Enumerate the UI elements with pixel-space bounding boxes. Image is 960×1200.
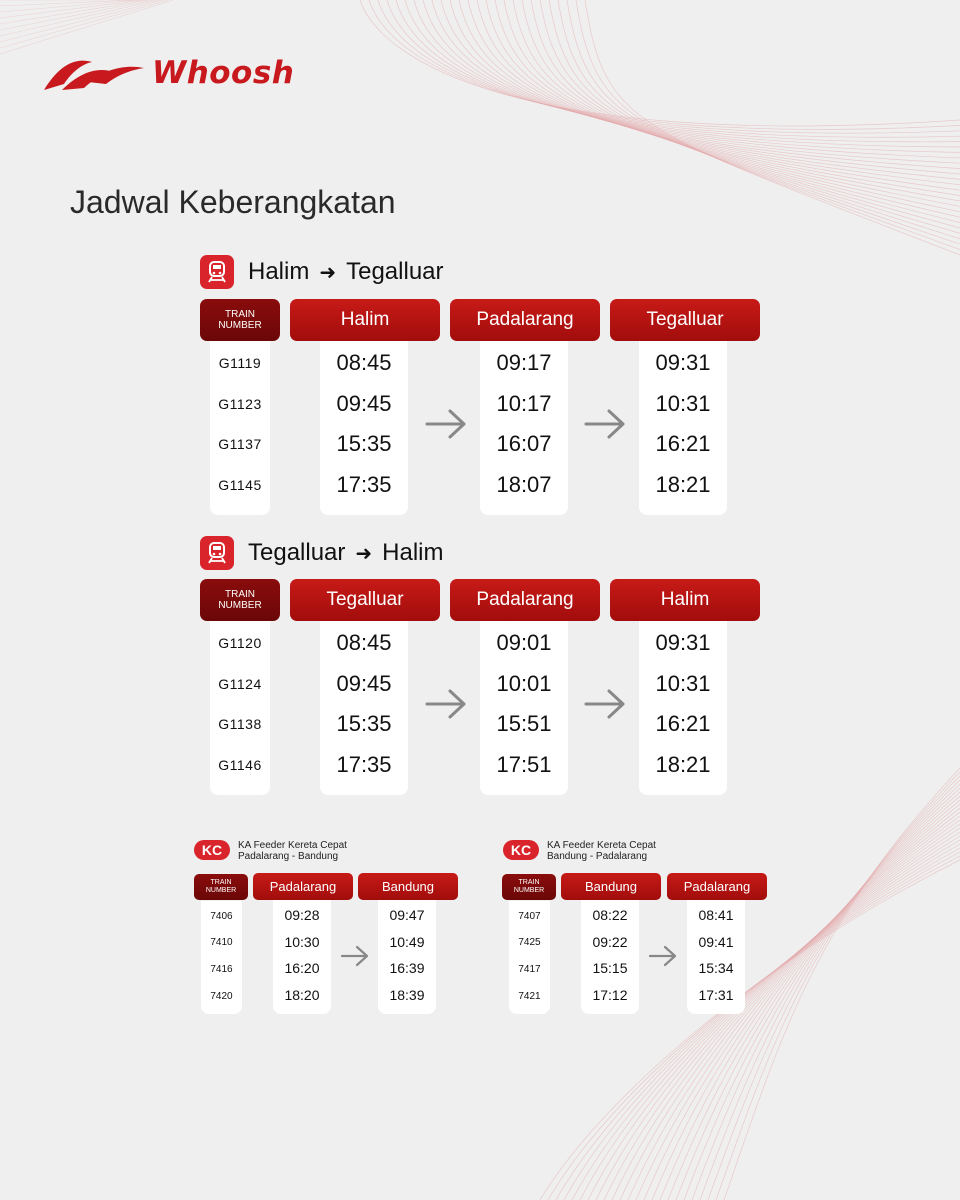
departure-time: 18:07 xyxy=(496,472,552,498)
direction-arrow-icon xyxy=(425,689,467,724)
train-icon xyxy=(200,255,234,289)
departure-time: 16:07 xyxy=(496,431,552,457)
station-header: Bandung xyxy=(358,873,458,900)
departure-time: 09:41 xyxy=(698,933,734,950)
station-header: Padalarang xyxy=(450,579,600,621)
departure-time: 10:49 xyxy=(389,933,425,950)
time-column xyxy=(320,621,408,795)
departure-time: 15:51 xyxy=(496,711,552,737)
train-number: 7406 xyxy=(210,910,233,922)
departure-time: 16:21 xyxy=(655,711,711,737)
train-number: G1137 xyxy=(218,436,262,453)
station-header: Padalarang xyxy=(450,299,600,341)
train-number-header xyxy=(200,299,280,341)
feeder-caption xyxy=(547,840,656,862)
departure-time: 09:17 xyxy=(496,350,552,376)
route-destination: Tegalluar xyxy=(346,258,444,285)
departure-time: 10:17 xyxy=(496,390,552,416)
train-number-header xyxy=(502,874,556,900)
departure-time: 17:35 xyxy=(336,472,392,498)
time-column xyxy=(378,900,436,1014)
train-number: G1145 xyxy=(218,477,262,494)
whoosh-swoosh-icon xyxy=(44,52,144,94)
train-number-header-line: TRAIN xyxy=(518,879,540,886)
departure-time: 09:22 xyxy=(592,933,628,950)
time-column xyxy=(687,900,745,1014)
departure-time: 16:20 xyxy=(284,960,320,977)
departure-time: 18:21 xyxy=(655,752,711,778)
station-header: Tegalluar xyxy=(290,579,440,621)
station-header: Padalarang xyxy=(253,873,353,900)
train-number: G1120 xyxy=(218,635,262,652)
time-column xyxy=(480,341,568,515)
departure-time: 09:31 xyxy=(655,630,711,656)
departure-time: 16:39 xyxy=(389,960,425,977)
station-header: Padalarang xyxy=(667,873,767,900)
departure-time: 09:45 xyxy=(336,670,392,696)
feeder-caption xyxy=(238,840,347,862)
departure-time: 18:21 xyxy=(655,472,711,498)
station-header: Halim xyxy=(290,299,440,341)
route-heading xyxy=(200,536,444,570)
train-number: 7410 xyxy=(210,937,233,949)
train-number: 7425 xyxy=(518,937,541,949)
departure-time: 15:15 xyxy=(592,960,628,977)
departure-time: 15:34 xyxy=(698,960,734,977)
departure-time: 09:31 xyxy=(655,350,711,376)
train-number: G1123 xyxy=(218,395,262,412)
train-number-header-line: NUMBER xyxy=(513,887,545,894)
train-number: G1124 xyxy=(218,675,262,692)
feeder-heading xyxy=(194,840,347,862)
train-number-header-line: TRAIN xyxy=(210,879,232,886)
route-destination: Halim xyxy=(382,539,444,566)
time-column xyxy=(639,621,727,795)
train-number-column xyxy=(210,621,270,795)
train-number-header-line: NUMBER xyxy=(218,600,262,611)
train-number-column xyxy=(509,901,550,1014)
train-number-column xyxy=(201,901,242,1014)
train-number-header xyxy=(200,579,280,621)
departure-time: 10:30 xyxy=(284,933,320,950)
departure-time: 08:22 xyxy=(592,907,628,924)
time-column xyxy=(581,900,639,1014)
departure-time: 17:12 xyxy=(592,987,628,1004)
train-number: G1146 xyxy=(218,757,262,774)
direction-arrow-icon xyxy=(340,945,370,972)
train-number-header-line: NUMBER xyxy=(205,887,237,894)
station-header: Halim xyxy=(610,579,760,621)
train-number-header-line: NUMBER xyxy=(218,320,262,331)
feeder-route: Padalarang - Bandung xyxy=(238,851,339,862)
kc-badge: KC xyxy=(503,840,539,860)
departure-time: 18:20 xyxy=(284,987,320,1004)
train-number: 7420 xyxy=(210,990,233,1002)
train-number: G1138 xyxy=(218,716,262,733)
brand-name: Whoosh xyxy=(152,55,295,91)
departure-time: 09:47 xyxy=(389,907,425,924)
whoosh-logo xyxy=(44,52,294,94)
departure-time: 10:01 xyxy=(496,670,552,696)
train-number: G1119 xyxy=(218,355,262,372)
page-title: Jadwal Keberangkatan xyxy=(70,184,396,220)
departure-time: 15:35 xyxy=(336,431,392,457)
route-origin: Tegalluar xyxy=(248,539,346,566)
train-number-header-line: TRAIN xyxy=(225,589,255,600)
feeder-title: KA Feeder Kereta Cepat xyxy=(547,840,656,851)
route-arrow-icon: ➜ xyxy=(355,542,373,565)
departure-time: 17:31 xyxy=(698,987,734,1004)
station-header: Tegalluar xyxy=(610,299,760,341)
train-number: 7421 xyxy=(518,990,541,1002)
route-origin: Halim xyxy=(248,258,310,285)
kc-badge: KC xyxy=(194,840,230,860)
departure-time: 08:41 xyxy=(698,907,734,924)
route-heading xyxy=(200,255,444,289)
station-header: Bandung xyxy=(561,873,661,900)
train-number: 7407 xyxy=(518,910,541,922)
route-arrow-icon: ➜ xyxy=(319,261,337,284)
departure-time: 09:01 xyxy=(496,630,552,656)
departure-time: 15:35 xyxy=(336,711,392,737)
departure-time: 09:45 xyxy=(336,390,392,416)
direction-arrow-icon xyxy=(584,409,626,444)
train-number-column xyxy=(210,341,270,515)
time-column xyxy=(273,900,331,1014)
time-column xyxy=(639,341,727,515)
departure-time: 18:39 xyxy=(389,987,425,1004)
train-icon xyxy=(200,536,234,570)
feeder-route: Bandung - Padalarang xyxy=(547,851,648,862)
time-column xyxy=(480,621,568,795)
train-number-header-line: TRAIN xyxy=(225,309,255,320)
direction-arrow-icon xyxy=(425,409,467,444)
direction-arrow-icon xyxy=(648,945,678,972)
departure-time: 10:31 xyxy=(655,390,711,416)
departure-time: 08:45 xyxy=(336,630,392,656)
departure-time: 09:28 xyxy=(284,907,320,924)
feeder-title: KA Feeder Kereta Cepat xyxy=(238,840,347,851)
departure-time: 10:31 xyxy=(655,670,711,696)
departure-time: 16:21 xyxy=(655,431,711,457)
direction-arrow-icon xyxy=(584,689,626,724)
train-number: 7416 xyxy=(210,963,233,975)
departure-time: 08:45 xyxy=(336,350,392,376)
time-column xyxy=(320,341,408,515)
departure-time: 17:35 xyxy=(336,752,392,778)
feeder-heading xyxy=(503,840,656,862)
departure-time: 17:51 xyxy=(496,752,552,778)
train-number: 7417 xyxy=(518,963,541,975)
train-number-header xyxy=(194,874,248,900)
